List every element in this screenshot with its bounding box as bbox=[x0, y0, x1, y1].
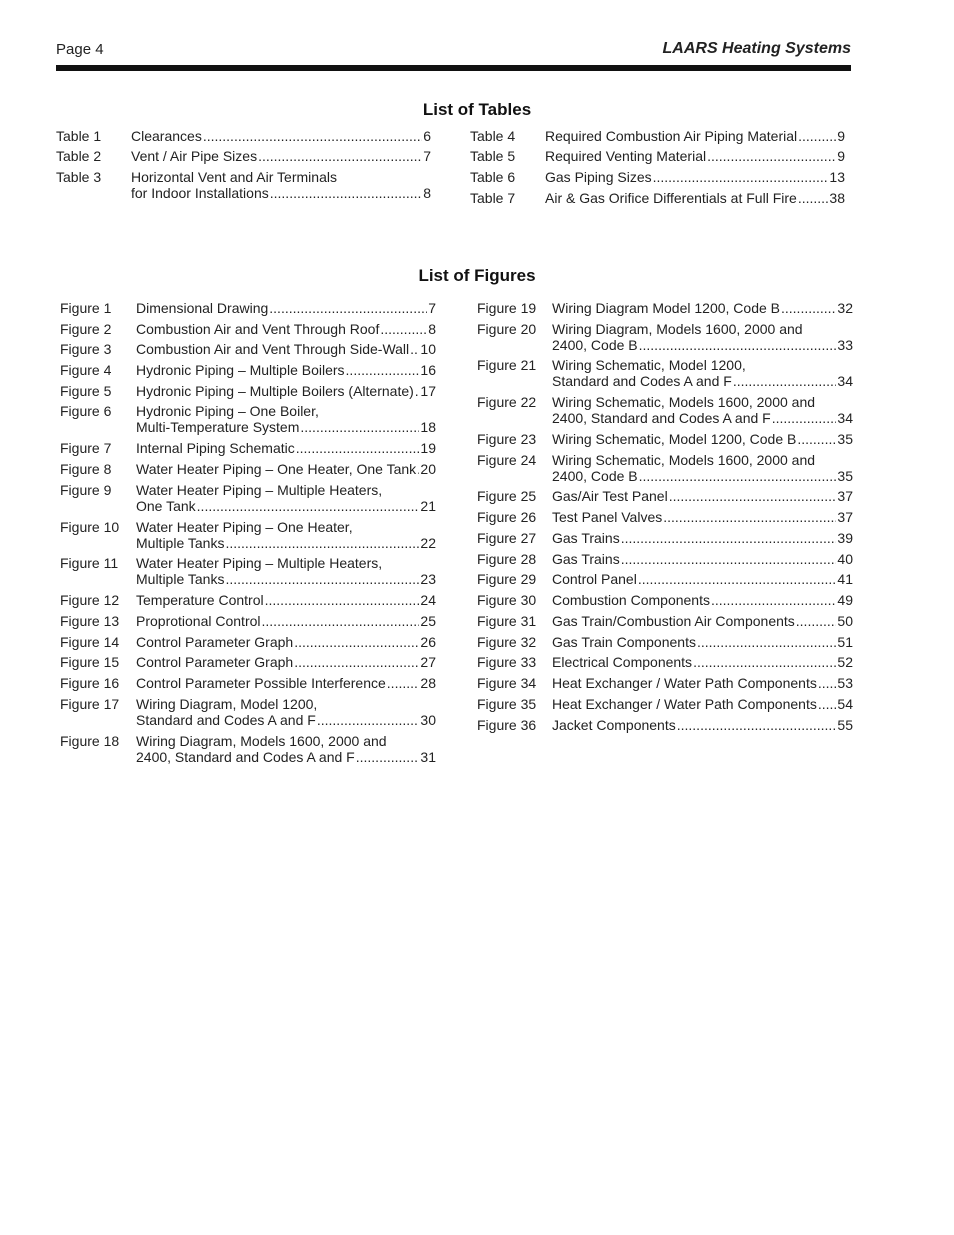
figure-label: Figure 33 bbox=[477, 654, 537, 670]
figure-label: Figure 2 bbox=[60, 321, 112, 337]
figure-entry bbox=[477, 321, 853, 353]
figure-caption: Electrical Components bbox=[552, 654, 693, 670]
figure-caption: Gas Train/Combustion Air Components bbox=[552, 613, 795, 629]
dot-leader bbox=[798, 190, 829, 206]
page-ref: 37 bbox=[837, 488, 853, 504]
dot-leader bbox=[387, 675, 420, 691]
figure-entry bbox=[477, 551, 853, 567]
page-ref: 50 bbox=[837, 613, 853, 629]
dot-leader bbox=[410, 341, 419, 357]
dot-leader bbox=[621, 551, 837, 567]
figure-entry bbox=[477, 509, 853, 525]
page-header bbox=[56, 40, 851, 60]
dot-leader bbox=[797, 431, 836, 447]
figure-label: Figure 1 bbox=[60, 300, 112, 316]
table-label: Table 4 bbox=[470, 128, 516, 144]
figure-caption: Gas Train Components bbox=[552, 634, 696, 650]
dot-leader bbox=[621, 530, 837, 546]
page-ref: 10 bbox=[420, 341, 436, 357]
figure-caption: Control Parameter Possible Interference bbox=[136, 675, 386, 691]
figure-entry bbox=[477, 357, 853, 389]
figure-entry bbox=[60, 482, 436, 514]
dot-leader bbox=[294, 654, 419, 670]
dot-leader bbox=[733, 373, 837, 389]
page-ref: 27 bbox=[420, 654, 436, 670]
figure-entry bbox=[60, 383, 436, 399]
page-ref: 28 bbox=[420, 675, 436, 691]
dot-leader bbox=[258, 148, 422, 164]
figure-entry bbox=[60, 461, 436, 477]
page-ref: 41 bbox=[837, 571, 853, 587]
figure-label: Figure 21 bbox=[477, 357, 537, 373]
page-ref: 34 bbox=[837, 373, 853, 389]
dot-leader bbox=[225, 535, 419, 551]
figure-caption: Test Panel Valves bbox=[552, 509, 663, 525]
figure-caption: Combustion Components bbox=[552, 592, 710, 608]
page-ref: 21 bbox=[420, 498, 436, 514]
page-ref: 16 bbox=[420, 362, 436, 378]
figure-label: Figure 18 bbox=[60, 733, 120, 749]
figure-caption: Control Parameter Graph bbox=[136, 634, 294, 650]
table-entry bbox=[56, 148, 431, 164]
page-ref: 23 bbox=[420, 571, 436, 587]
page-ref: 18 bbox=[420, 419, 436, 435]
figure-entry bbox=[477, 696, 853, 712]
page-ref: 9 bbox=[837, 128, 845, 144]
figure-label: Figure 9 bbox=[60, 482, 112, 498]
figure-entry bbox=[477, 431, 853, 447]
page-ref: 7 bbox=[423, 148, 431, 164]
table-entry bbox=[470, 128, 845, 144]
figure-caption: Wiring Schematic, Models 1600, 2000 and bbox=[552, 394, 816, 410]
table-label: Table 6 bbox=[470, 169, 516, 185]
dot-leader bbox=[270, 185, 422, 201]
figure-label: Figure 12 bbox=[60, 592, 120, 608]
figure-caption: Standard and Codes A and F bbox=[136, 712, 316, 728]
dot-leader bbox=[296, 440, 420, 456]
figure-caption: Wiring Schematic, Model 1200, bbox=[552, 357, 746, 373]
dot-leader bbox=[262, 613, 420, 629]
figure-label: Figure 29 bbox=[477, 571, 537, 587]
page-ref: 40 bbox=[837, 551, 853, 567]
figure-entry bbox=[477, 488, 853, 504]
table-entry bbox=[56, 169, 431, 201]
figure-entry bbox=[60, 675, 436, 691]
dot-leader bbox=[639, 337, 837, 353]
dot-leader bbox=[346, 362, 420, 378]
page-ref: 19 bbox=[420, 440, 436, 456]
figure-label: Figure 19 bbox=[477, 300, 537, 316]
table-caption: Gas Piping Sizes bbox=[545, 169, 652, 185]
figure-caption: Temperature Control bbox=[136, 592, 264, 608]
figure-label: Figure 30 bbox=[477, 592, 537, 608]
dot-leader bbox=[317, 712, 420, 728]
figure-entry bbox=[60, 654, 436, 670]
figure-label: Figure 15 bbox=[60, 654, 120, 670]
figure-label: Figure 24 bbox=[477, 452, 537, 468]
page-ref: 49 bbox=[837, 592, 853, 608]
figure-label: Figure 28 bbox=[477, 551, 537, 567]
figure-entry bbox=[477, 452, 853, 484]
figure-caption: Hydronic Piping – Multiple Boilers bbox=[136, 362, 345, 378]
dot-leader bbox=[796, 613, 837, 629]
page-ref: 54 bbox=[837, 696, 853, 712]
figure-caption: 2400, Code B bbox=[552, 337, 638, 353]
dot-leader bbox=[818, 696, 837, 712]
figure-label: Figure 7 bbox=[60, 440, 112, 456]
figure-caption: Internal Piping Schematic bbox=[136, 440, 295, 456]
dot-leader bbox=[639, 468, 837, 484]
figure-caption: Multiple Tanks bbox=[136, 571, 225, 587]
figure-caption: Gas Trains bbox=[552, 530, 620, 546]
page-ref: 34 bbox=[837, 410, 853, 426]
header-rule bbox=[56, 65, 851, 71]
figure-caption: 2400, Standard and Codes A and F bbox=[552, 410, 771, 426]
figure-label: Figure 36 bbox=[477, 717, 537, 733]
table-entry bbox=[470, 169, 845, 185]
table-label: Table 3 bbox=[56, 169, 102, 185]
page-ref: 17 bbox=[420, 383, 436, 399]
figure-label: Figure 27 bbox=[477, 530, 537, 546]
page-ref: 55 bbox=[837, 717, 853, 733]
figure-entry bbox=[60, 341, 436, 357]
table-label: Table 2 bbox=[56, 148, 102, 164]
table-caption: Air & Gas Orifice Differentials at Full Fire bbox=[545, 190, 797, 206]
table-entry bbox=[56, 128, 431, 144]
figure-caption: 2400, Standard and Codes A and F bbox=[136, 749, 355, 765]
figure-entry bbox=[60, 300, 436, 316]
figure-entry bbox=[477, 654, 853, 670]
table-caption: Horizontal Vent and Air Terminals bbox=[131, 169, 337, 185]
figure-caption: One Tank bbox=[136, 498, 196, 514]
page-ref: 8 bbox=[423, 185, 431, 201]
figure-caption: Control Panel bbox=[552, 571, 637, 587]
figure-entry bbox=[60, 321, 436, 337]
page-ref: 37 bbox=[837, 509, 853, 525]
dot-leader bbox=[638, 571, 837, 587]
dot-leader bbox=[653, 169, 829, 185]
page-ref: 30 bbox=[420, 712, 436, 728]
figure-caption: Wiring Schematic, Model 1200, Code B bbox=[552, 431, 797, 447]
figure-label: Figure 14 bbox=[60, 634, 120, 650]
figure-label: Figure 16 bbox=[60, 675, 120, 691]
page-ref: 51 bbox=[837, 634, 853, 650]
figure-label: Figure 10 bbox=[60, 519, 120, 535]
table-caption: for Indoor Installations bbox=[131, 185, 269, 201]
figure-label: Figure 8 bbox=[60, 461, 112, 477]
table-caption: Vent / Air Pipe Sizes bbox=[131, 148, 258, 164]
dot-leader bbox=[269, 300, 427, 316]
figure-entry bbox=[477, 717, 853, 733]
figure-caption: Dimensional Drawing bbox=[136, 300, 269, 316]
figure-entry bbox=[477, 300, 853, 316]
dot-leader bbox=[197, 498, 420, 514]
figure-caption: Control Parameter Graph bbox=[136, 654, 294, 670]
figure-caption: Water Heater Piping – Multiple Heaters, bbox=[136, 555, 383, 571]
figure-entry bbox=[477, 613, 853, 629]
figure-caption: Heat Exchanger / Water Path Components bbox=[552, 696, 817, 712]
page-ref: 33 bbox=[837, 337, 853, 353]
figure-caption: Wiring Diagram, Models 1600, 2000 and bbox=[136, 733, 387, 749]
dot-leader bbox=[781, 300, 836, 316]
figure-entry bbox=[477, 571, 853, 587]
figure-entry bbox=[60, 592, 436, 608]
figure-caption: 2400, Code B bbox=[552, 468, 638, 484]
figure-caption: Hydronic Piping – One Boiler, bbox=[136, 403, 319, 419]
table-label: Table 7 bbox=[470, 190, 516, 206]
figure-label: Figure 23 bbox=[477, 431, 537, 447]
figure-label: Figure 3 bbox=[60, 341, 112, 357]
figure-caption: Jacket Components bbox=[552, 717, 676, 733]
dot-leader bbox=[677, 717, 837, 733]
figure-entry bbox=[60, 519, 436, 551]
page-ref: 20 bbox=[420, 461, 436, 477]
figure-caption: Water Heater Piping – One Heater, One Tank bbox=[136, 461, 417, 477]
page-ref: 53 bbox=[837, 675, 853, 691]
figure-label: Figure 22 bbox=[477, 394, 537, 410]
figure-caption: Hydronic Piping – Multiple Boilers (Alternate) bbox=[136, 383, 414, 399]
figure-caption: Wiring Diagram, Models 1600, 2000 and bbox=[552, 321, 803, 337]
figure-entry bbox=[60, 362, 436, 378]
page-ref: 26 bbox=[420, 634, 436, 650]
page-ref: 35 bbox=[837, 431, 853, 447]
dot-leader bbox=[294, 634, 419, 650]
dot-leader bbox=[356, 749, 420, 765]
figure-entry bbox=[60, 634, 436, 650]
figure-label: Figure 17 bbox=[60, 696, 120, 712]
dot-leader bbox=[697, 634, 836, 650]
figure-entry bbox=[477, 530, 853, 546]
figure-label: Figure 26 bbox=[477, 509, 537, 525]
page-ref: 52 bbox=[837, 654, 853, 670]
table-caption: Clearances bbox=[131, 128, 202, 144]
dot-leader bbox=[380, 321, 427, 337]
figure-caption: Gas/Air Test Panel bbox=[552, 488, 668, 504]
table-label: Table 1 bbox=[56, 128, 102, 144]
figure-entry bbox=[60, 403, 436, 435]
dot-leader bbox=[707, 148, 836, 164]
table-entry bbox=[470, 190, 845, 206]
figure-label: Figure 32 bbox=[477, 634, 537, 650]
page-ref: 13 bbox=[829, 169, 845, 185]
figure-label: Figure 6 bbox=[60, 403, 112, 419]
figure-entry bbox=[477, 634, 853, 650]
figure-entry bbox=[477, 675, 853, 691]
dot-leader bbox=[693, 654, 836, 670]
dot-leader bbox=[225, 571, 419, 587]
figure-caption: Wiring Diagram, Model 1200, bbox=[136, 696, 318, 712]
table-caption: Required Venting Material bbox=[545, 148, 707, 164]
dot-leader bbox=[663, 509, 836, 525]
figure-label: Figure 20 bbox=[477, 321, 537, 337]
figure-caption: Multi-Temperature System bbox=[136, 419, 300, 435]
figure-caption: Combustion Air and Vent Through Roof bbox=[136, 321, 380, 337]
brand-title: LAARS Heating Systems bbox=[662, 40, 851, 57]
figure-label: Figure 11 bbox=[60, 555, 119, 571]
page-ref: 32 bbox=[837, 300, 853, 316]
dot-leader bbox=[417, 461, 419, 477]
page-ref: 9 bbox=[837, 148, 845, 164]
table-entry bbox=[470, 148, 845, 164]
page-ref: 24 bbox=[420, 592, 436, 608]
page-ref: 6 bbox=[423, 128, 431, 144]
figure-caption: Water Heater Piping – Multiple Heaters, bbox=[136, 482, 383, 498]
figure-label: Figure 4 bbox=[60, 362, 112, 378]
page-ref: 22 bbox=[420, 535, 436, 551]
figure-entry bbox=[477, 592, 853, 608]
figure-caption: Multiple Tanks bbox=[136, 535, 225, 551]
figure-caption: Standard and Codes A and F bbox=[552, 373, 732, 389]
figure-entry bbox=[60, 613, 436, 629]
page-ref: 38 bbox=[829, 190, 845, 206]
figure-entry bbox=[60, 555, 436, 587]
figure-label: Figure 13 bbox=[60, 613, 120, 629]
figure-label: Figure 31 bbox=[477, 613, 537, 629]
figures-title: List of Figures bbox=[418, 266, 536, 285]
dot-leader bbox=[798, 128, 836, 144]
page-ref: 39 bbox=[837, 530, 853, 546]
page-ref: 8 bbox=[428, 321, 436, 337]
dot-leader bbox=[818, 675, 837, 691]
dot-leader bbox=[415, 383, 420, 399]
figure-entry bbox=[60, 696, 436, 728]
figure-entry bbox=[60, 733, 436, 765]
figure-label: Figure 25 bbox=[477, 488, 537, 504]
dot-leader bbox=[265, 592, 420, 608]
tables-title: List of Tables bbox=[422, 100, 532, 119]
dot-leader bbox=[711, 592, 836, 608]
figure-caption: Wiring Diagram Model 1200, Code B bbox=[552, 300, 780, 316]
dot-leader bbox=[772, 410, 837, 426]
figure-label: Figure 35 bbox=[477, 696, 537, 712]
page-ref: 25 bbox=[420, 613, 436, 629]
figure-label: Figure 5 bbox=[60, 383, 112, 399]
figure-label: Figure 34 bbox=[477, 675, 537, 691]
figure-caption: Water Heater Piping – One Heater, bbox=[136, 519, 353, 535]
figure-entry bbox=[477, 394, 853, 426]
dot-leader bbox=[203, 128, 422, 144]
table-label: Table 5 bbox=[470, 148, 516, 164]
figure-entry bbox=[60, 440, 436, 456]
dot-leader bbox=[669, 488, 837, 504]
figure-caption: Combustion Air and Vent Through Side-Wall bbox=[136, 341, 410, 357]
figure-caption: Heat Exchanger / Water Path Components bbox=[552, 675, 817, 691]
figure-caption: Wiring Schematic, Models 1600, 2000 and bbox=[552, 452, 816, 468]
dot-leader bbox=[300, 419, 419, 435]
page-number: Page 4 bbox=[56, 41, 104, 58]
figure-caption: Gas Trains bbox=[552, 551, 620, 567]
page-ref: 31 bbox=[420, 749, 436, 765]
table-caption: Required Combustion Air Piping Material bbox=[545, 128, 798, 144]
page-ref: 7 bbox=[428, 300, 436, 316]
figure-caption: Proprotional Control bbox=[136, 613, 261, 629]
page-ref: 35 bbox=[837, 468, 853, 484]
